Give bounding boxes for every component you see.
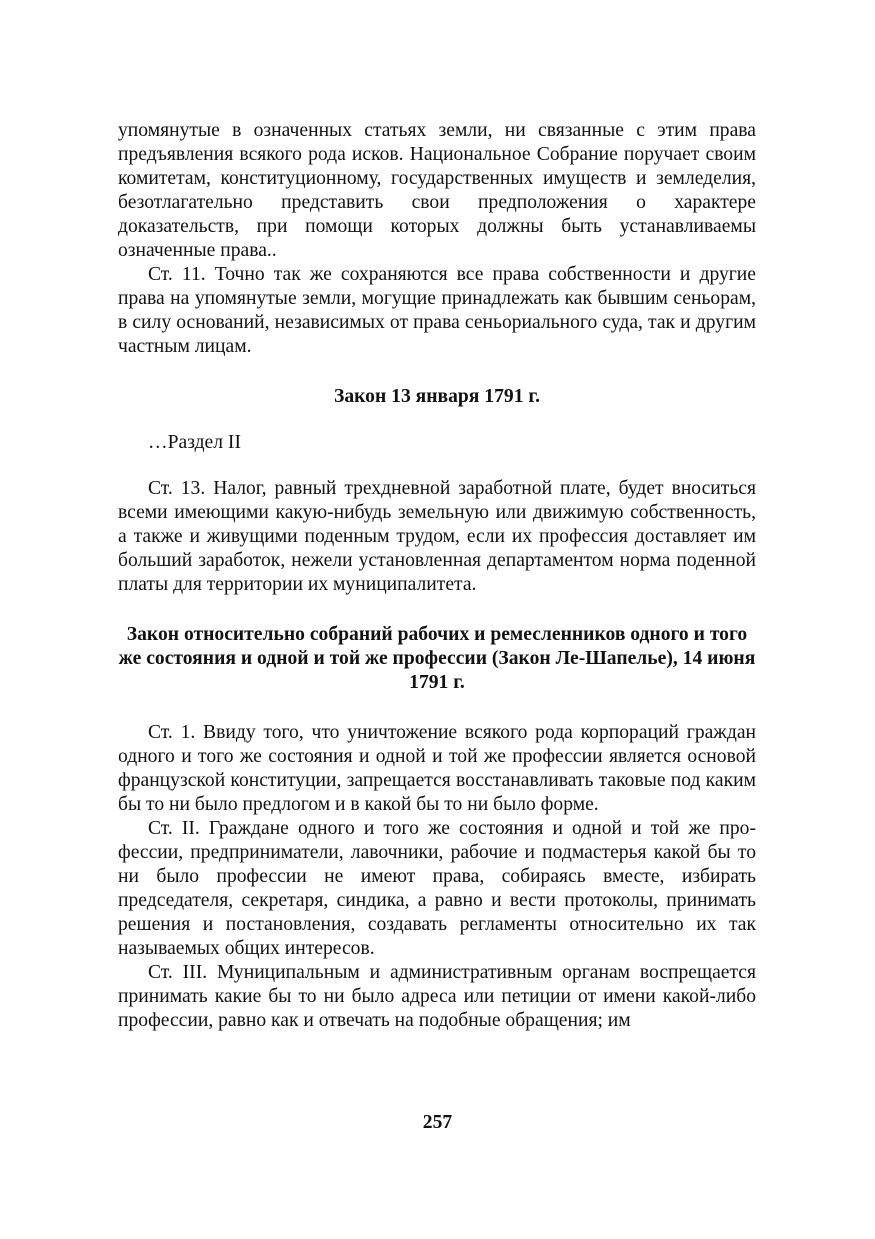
page-number: 257	[422, 1112, 453, 1133]
heading-law-13-january-1791: Закон 13 января 1791 г.	[334, 386, 540, 407]
paragraph-article-1: Ст. 1. Ввиду того, что уничтожение всякого рода корпораций граждан одного и того же состояния и одной и той же профессии является основой французской конституции, запрещается восстанавливать таковые под каким бы то ни было предлогом и в какой бы то ни было форме.	[118, 722, 756, 815]
paragraph-article-3: Ст. III. Муниципальным и административным органам воспрещается принимать какие бы то ни было адреса или петиции от имени какой-либо профессии, равно как и отвечать на подобные обращения; им	[118, 962, 756, 1031]
paragraph-article-13: Ст. 13. Налог, равный трехдневной заработной плате, будет вноситься всеми имеющими какую-нибудь земельную или движимую собственность, а также и живущими поденным трудом, если их профессия доставляет им больший заработок, нежели установленная департаментом норма поденной платы для территории их муниципалитета.	[118, 478, 756, 595]
paragraph-article-2: Ст. II. Граждане одного и того же состояния и одной и той же профессии, предприниматели, лавочники, рабочие и подмастерья какой бы то ни было профессии не имеют права, собираясь вместе, избирать председателя, секретаря, синдика, а равно и вести протоколы, принимать решения и постановления, создавать регламенты относительно их так называемых общих интересов.	[118, 818, 756, 959]
paragraph-continuation: упомянутые в означенных статьях земли, ни связанные с этим права предъявления всякого рода исков. Национальное Собрание поручает своим комитетам, конституционному, государственных имуществ и земледелия, безотлагательно представить свои предположения о характере доказательств, при помощи которых должны быть устанавливаемы означенные права..	[118, 120, 756, 261]
section-label: …Раздел II	[148, 432, 241, 453]
paragraph-article-11: Ст. 11. Точно так же сохраняются все права собственности и другие права на упомянутые земли, могущие принадлежать как бывшим сеньорам, в силу оснований, независимых от права сеньориального суда, так и другим частным лицам.	[118, 264, 756, 357]
heading-le-chapelier-law: Закон относительно собраний рабочих и ремесленников одного и того же состояния и одной и той же профессии (Закон Ле-Шапелье), 14 июня 1791 г.	[118, 624, 756, 693]
page-body	[118, 119, 756, 1033]
